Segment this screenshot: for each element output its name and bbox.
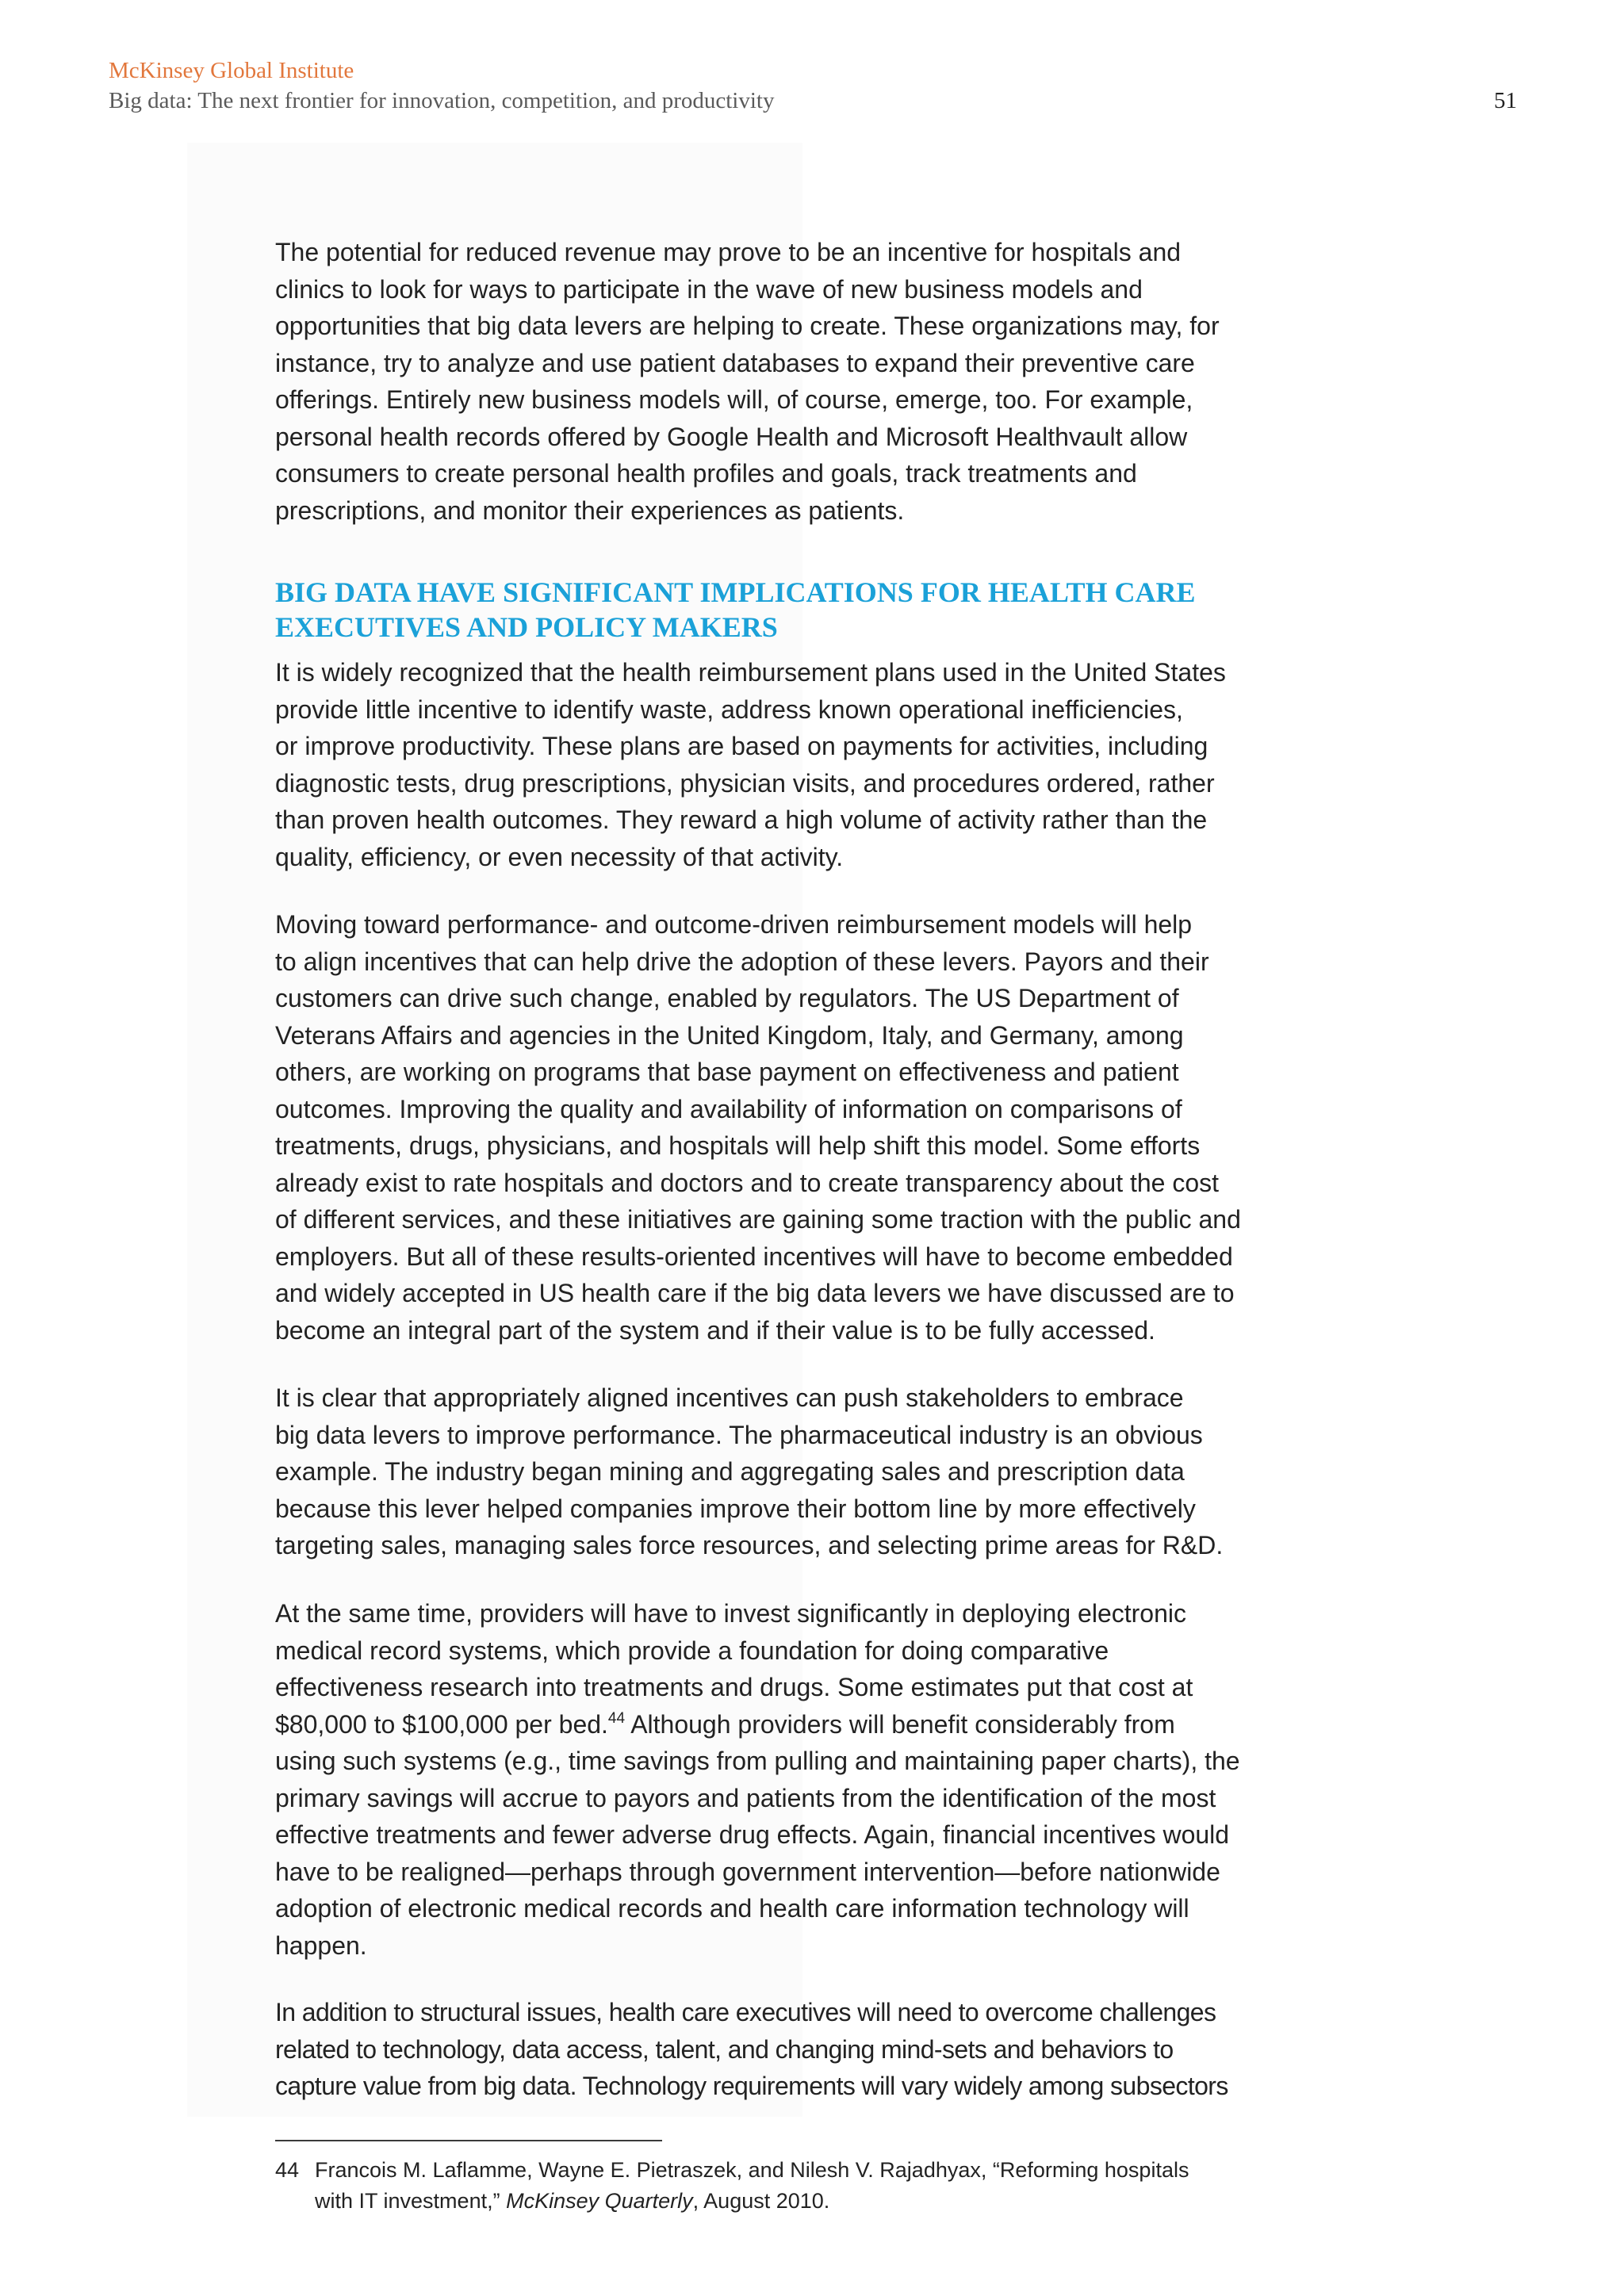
paragraph-4-line: big data levers to improve performance. The pharmaceutical industry is an obvious	[275, 1420, 1203, 1449]
paragraph-6-line: capture value from big data. Technology requirements will vary widely among subsectors	[275, 2072, 1228, 2100]
paragraph-4-line: example. The industry began mining and aggregating sales and prescription data	[275, 1457, 1185, 1486]
paragraph-6	[275, 1994, 1228, 2105]
paragraph-5-line: adoption of electronic medical records and health care information technology will	[275, 1894, 1189, 1923]
paragraph-3-line: of different services, and these initiatives are gaining some traction with the public and	[275, 1205, 1241, 1234]
paragraph-6-line: related to technology, data access, talent, and changing mind-sets and behaviors to	[275, 2034, 1174, 2064]
paragraph-5-line	[275, 1706, 1240, 1743]
paragraph-3-line: others, are working on programs that base payment on effectiveness and patient	[275, 1058, 1179, 1086]
paragraph-1	[275, 234, 1220, 529]
paragraph-1-line: clinics to look for ways to participate in the wave of new business models and	[275, 274, 1143, 304]
report-title: Big data: The next frontier for innovation, competition, and productivity	[109, 88, 775, 113]
paragraph-4-line: because this lever helped companies improve their bottom line by more effectively	[275, 1494, 1196, 1523]
paragraph-5-line: medical record systems, which provide a foundation for doing comparative	[275, 1636, 1109, 1665]
paragraph-6-line: In addition to structural issues, health care executives will need to overcome challenges	[275, 1998, 1216, 2026]
footnote-date: , August 2010.	[692, 2189, 830, 2213]
paragraph-3-line: Veterans Affairs and agencies in the United Kingdom, Italy, and Germany, among	[275, 1020, 1184, 1050]
paragraph-4	[275, 1380, 1223, 1564]
paragraph-3	[275, 906, 1241, 1349]
paragraph-3-line: become an integral part of the system and if their value is to be fully accessed.	[275, 1315, 1155, 1345]
footnote-line	[315, 2186, 1189, 2217]
paragraph-5-line: At the same time, providers will have to invest significantly in deploying electronic	[275, 1599, 1186, 1628]
footnote-line-text: with IT investment,”	[315, 2189, 507, 2213]
paragraph-1-line: instance, try to analyze and use patient databases to expand their preventive care	[275, 348, 1195, 377]
paragraph-2-line: diagnostic tests, drug prescriptions, physician visits, and procedures ordered, rather	[275, 768, 1215, 798]
paragraph-1-line: offerings. Entirely new business models will, of course, emerge, too. For example,	[275, 385, 1193, 414]
paragraph-1-line: opportunities that big data levers are helping to create. These organizations may, for	[275, 312, 1220, 340]
paragraph-3-line: to align incentives that can help drive the adoption of these levers. Payors and their	[275, 947, 1209, 976]
page-number: 51	[1494, 88, 1517, 113]
paragraph-5	[275, 1595, 1240, 1964]
paragraph-2-line: or improve productivity. These plans are based on payments for activities, including	[275, 732, 1208, 760]
paragraph-3-line: customers can drive such change, enabled by regulators. The US Department of	[275, 984, 1179, 1012]
paragraph-4-line: It is clear that appropriately aligned incentives can push stakeholders to embrace	[275, 1383, 1184, 1412]
paragraph-5-line: using such systems (e.g., time savings from pulling and maintaining paper charts), the	[275, 1747, 1240, 1775]
paragraph-5-line: primary savings will accrue to payors and patients from the identification of the most	[275, 1783, 1216, 1812]
paragraph-2-line: provide little incentive to identify waste, address known operational inefficiencies,	[275, 695, 1183, 724]
paragraph-2	[275, 654, 1226, 875]
footnote-line: Francois M. Laflamme, Wayne E. Pietraszek, and Nilesh V. Rajadhyax, “Reforming hospitals	[315, 2158, 1189, 2182]
paragraph-3-line: already exist to rate hospitals and doctors and to create transparency about the cost	[275, 1168, 1220, 1197]
paragraph-5-line: effectiveness research into treatments and drugs. Some estimates put that cost at	[275, 1673, 1193, 1701]
paragraph-5-line: have to be realigned—perhaps through government intervention—before nationwide	[275, 1857, 1220, 1886]
footnote-reference: 44	[607, 1709, 626, 1727]
paragraph-5-line: effective treatments and fewer adverse drug effects. Again, financial incentives would	[275, 1820, 1230, 1849]
paragraph-1-line: personal health records offered by Google Health and Microsoft Healthvault allow	[275, 422, 1188, 451]
footnote-number: 44	[275, 2158, 300, 2182]
paragraph-4-line: targeting sales, managing sales force resources, and selecting prime areas for R&D.	[275, 1531, 1224, 1559]
paragraph-3-line: Moving toward performance- and outcome-driven reimbursement models will help	[275, 910, 1193, 939]
publisher-name: McKinsey Global Institute	[109, 58, 354, 83]
paragraph-3-line: treatments, drugs, physicians, and hospitals will help shift this model. Some efforts	[275, 1131, 1201, 1160]
paragraph-1-line: consumers to create personal health profiles and goals, track treatments and	[275, 459, 1137, 488]
footnote-divider	[275, 2140, 662, 2141]
section-heading-line: BIG DATA HAVE SIGNIFICANT IMPLICATIONS FOR HEALTH CARE	[275, 576, 1196, 608]
paragraph-3-line: employers. But all of these results-oriented incentives will have to become embedded	[275, 1242, 1233, 1271]
section-heading-line: EXECUTIVES AND POLICY MAKERS	[275, 611, 778, 643]
paragraph-5-line: happen.	[275, 1931, 367, 1960]
paragraph-1-line: The potential for reduced revenue may prove to be an incentive for hospitals and	[275, 238, 1182, 266]
line-text: Although providers will benefit considerably from	[625, 1709, 1175, 1739]
paragraph-3-line: and widely accepted in US health care if the big data levers we have discussed are to	[275, 1279, 1235, 1307]
paragraph-1-line: prescriptions, and monitor their experiences as patients.	[275, 496, 905, 525]
paragraph-2-line: quality, efficiency, or even necessity of that activity.	[275, 842, 844, 871]
paragraph-3-line: outcomes. Improving the quality and availability of information on comparisons of	[275, 1094, 1182, 1123]
footnote-text	[315, 2155, 1189, 2217]
line-text: $80,000 to $100,000 per bed.	[275, 1709, 608, 1739]
footnote-source: McKinsey Quarterly	[506, 2189, 693, 2213]
section-heading	[275, 575, 1196, 645]
paragraph-2-line: It is widely recognized that the health reimbursement plans used in the United States	[275, 658, 1226, 687]
paragraph-2-line: than proven health outcomes. They reward a high volume of activity rather than the	[275, 806, 1208, 834]
